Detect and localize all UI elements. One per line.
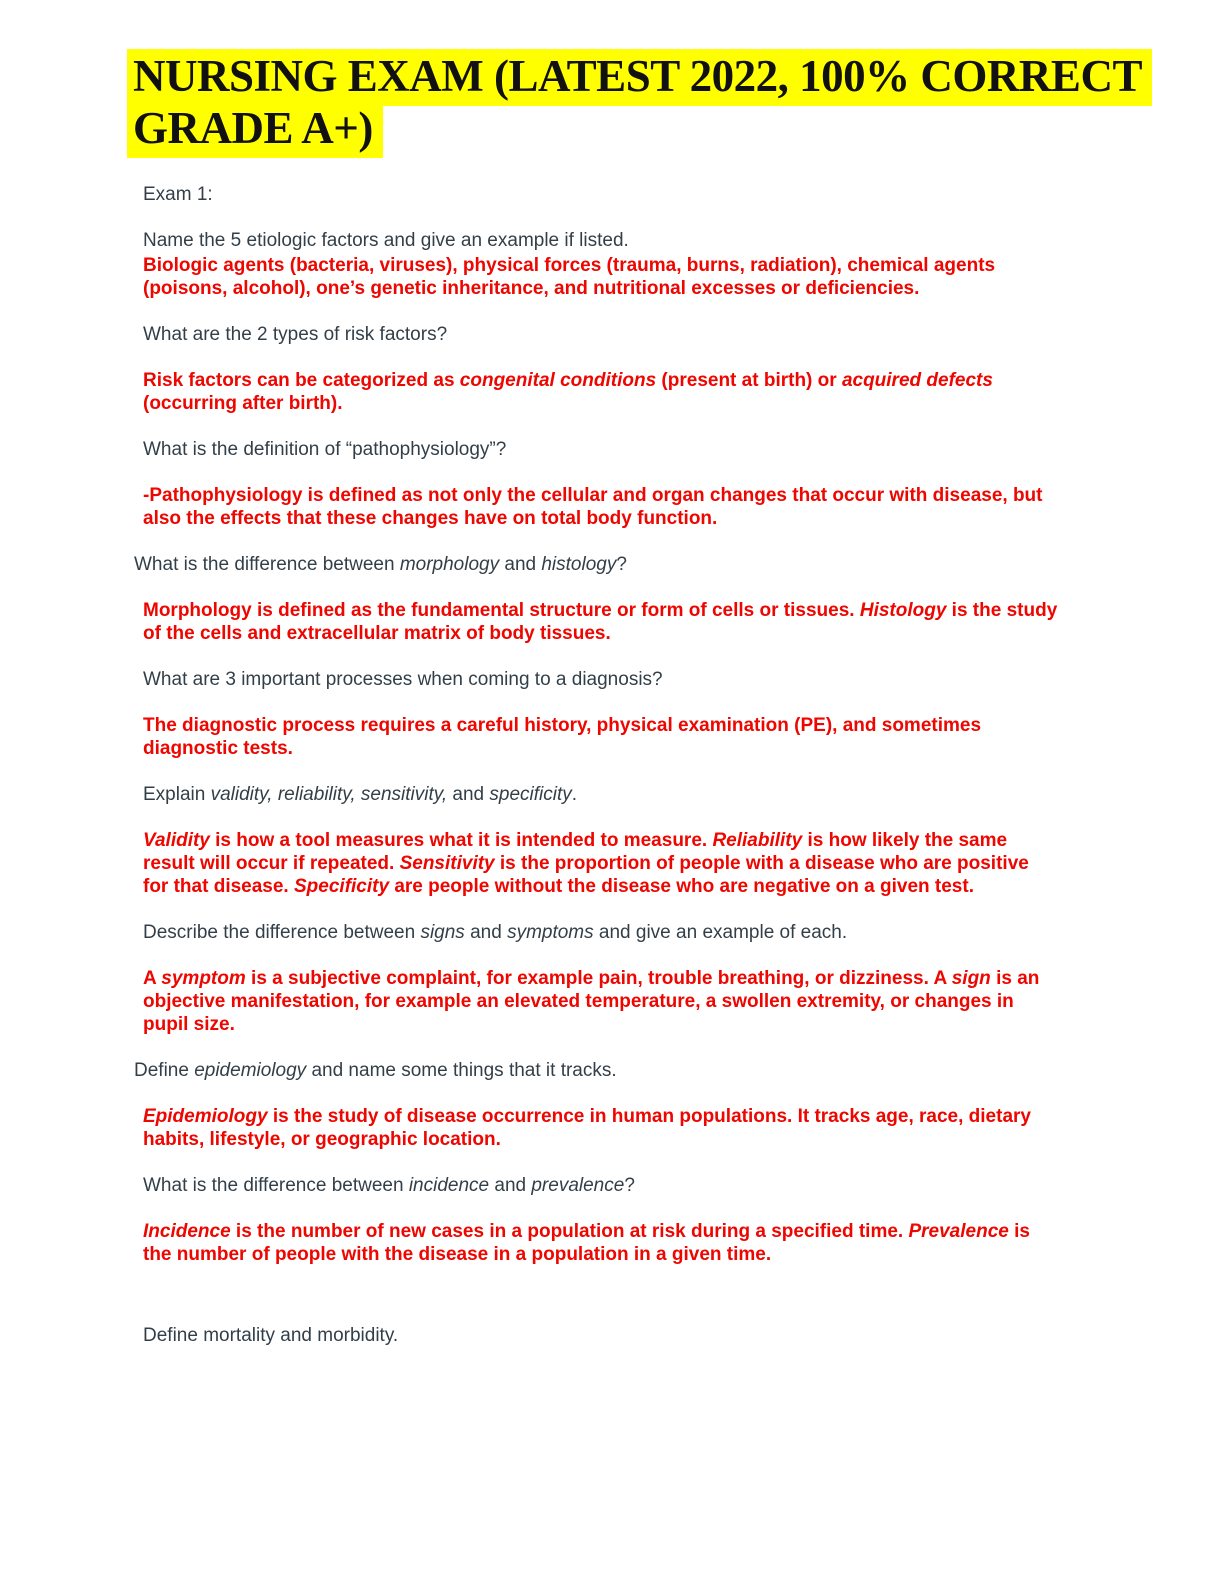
answer-text: Validity is how a tool measures what it is intended to measure. Reliability is how likely the same result will occur if repeated. Sensitivity is the proportion of people with a disease who are positive for that disease. Specificity are people without the disease who are negative on a given test. (143, 830, 1029, 897)
answer-text: The diagnostic process requires a careful history, physical examination (PE), and sometimes diagnostic tests. (143, 715, 982, 759)
answer-text: A symptom is a subjective complaint, for example pain, trouble breathing, or dizziness. A sign is an objective manifestation, for example an elevated temperature, a swollen extremity, or changes in pupil size. (143, 968, 1040, 1035)
qa-list (134, 229, 1059, 1347)
section-heading: Exam 1: (143, 184, 213, 205)
answer-text: Risk factors can be categorized as congenital conditions (present at birth) or acquired defects (occurring after birth). (143, 370, 993, 414)
question-text: Describe the difference between signs and symptoms and give an example of each. (143, 922, 848, 943)
question-text: What are the 2 types of risk factors? (143, 324, 448, 345)
question-text: Explain validity, reliability, sensitivity, and specificity. (143, 784, 578, 805)
exam-content (134, 183, 1059, 1347)
answer-text: Morphology is defined as the fundamental structure or form of cells or tissues. Histology is the study of the cells and extracellular matrix of body tissues. (143, 600, 1058, 644)
question-text: Name the 5 etiologic factors and give an example if listed. (143, 230, 629, 251)
question-text: What is the difference between incidence and prevalence? (143, 1175, 635, 1196)
question-text: What is the definition of “pathophysiology”? (143, 439, 507, 460)
answer-text: -Pathophysiology is defined as not only the cellular and organ changes that occur with disease, but also the effects that these changes have on total body function. (143, 485, 1043, 529)
page-title-line-2: GRADE A+) (127, 101, 383, 158)
answer-text: Biologic agents (bacteria, viruses), physical forces (trauma, burns, radiation), chemical agents (poisons, alcohol), one’s genetic inheritance, and nutritional excesses or deficiencies. (143, 255, 996, 299)
question-text: What is the difference between morphology and histology? (134, 554, 627, 575)
page-title (127, 50, 1152, 154)
page-title-line-1: NURSING EXAM (LATEST 2022, 100% CORRECT (127, 49, 1152, 106)
answer-text: Incidence is the number of new cases in a population at risk during a specified time. Prevalence is the number of people with the disease in a population in a given time. (143, 1221, 1030, 1265)
question-text: What are 3 important processes when coming to a diagnosis? (143, 669, 663, 690)
answer-text: Epidemiology is the study of disease occurrence in human populations. It tracks age, race, dietary habits, lifestyle, or geographic location. (143, 1106, 1031, 1150)
question-text: Define epidemiology and name some things that it tracks. (134, 1060, 617, 1081)
question-text: Define mortality and morbidity. (143, 1325, 399, 1346)
